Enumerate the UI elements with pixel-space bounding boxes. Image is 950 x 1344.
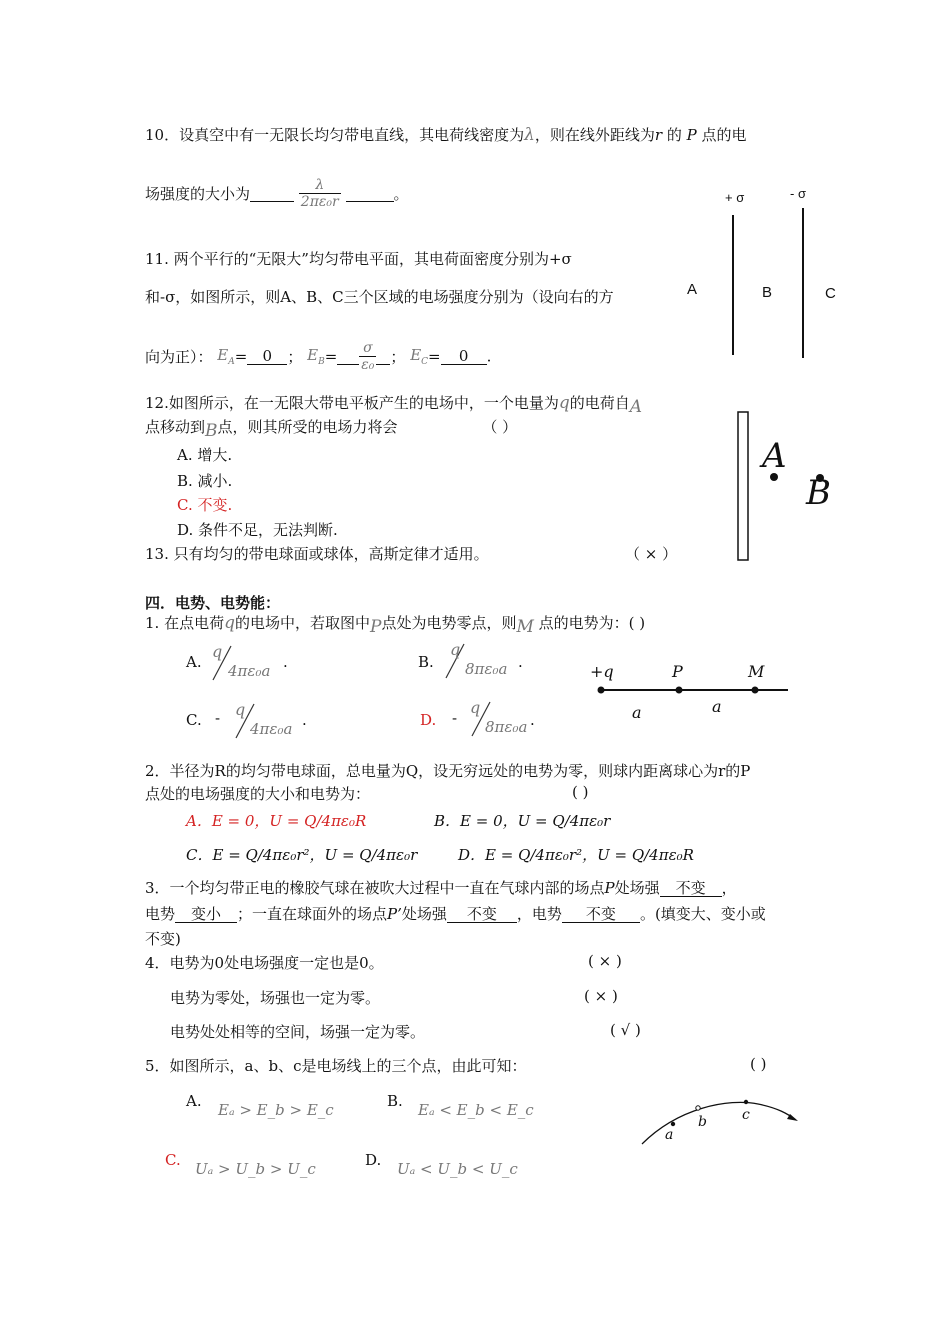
fig-M: M xyxy=(748,662,765,681)
q5-option-B-label: B. xyxy=(387,1092,403,1110)
q5-option-D-label: D. xyxy=(365,1151,382,1169)
point-c-dot xyxy=(744,1100,748,1104)
fig-region-A: A xyxy=(687,281,698,298)
q5-option-A-expr: Eₐ > E_b > E_c xyxy=(218,1101,334,1119)
fig-point-B: B xyxy=(806,473,831,513)
q2-line2: 点处的电场强度的大小和电势为： xyxy=(145,785,371,803)
q2-option-A: A．E = 0，U = Q/4πε₀R xyxy=(186,812,367,830)
q2-paren: ( ) xyxy=(572,783,589,801)
q4-statement-3: 电势处处相等的空间，场强一定为零。 xyxy=(170,1023,426,1041)
q10-answer-fraction: $\frac{\lambda}{\text{2πε₀r}}$ xyxy=(300,177,339,210)
fig-point-A: A xyxy=(762,436,787,476)
fig-label-a: a xyxy=(665,1127,674,1143)
q5-option-C-expr: Uₐ > U_b > U_c xyxy=(195,1160,316,1178)
fig-a1: a xyxy=(632,703,642,722)
point-charge-line-figure xyxy=(595,680,795,700)
q2-option-C: C．E = Q/4πε₀r²，U = Q/4πε₀r xyxy=(186,846,418,864)
blank-right xyxy=(346,185,394,202)
q3-line2: 电势 变小 ；一直在球面外的场点P’处场强 不变 ，电势 不变 。(填变大、变小或 xyxy=(145,905,766,923)
fig-label-c: c xyxy=(742,1107,750,1123)
q5-paren: ( ) xyxy=(750,1055,767,1073)
q5-option-B-expr: Eₐ < E_b < E_c xyxy=(418,1101,534,1119)
q5-option-C-label: C. xyxy=(165,1151,181,1169)
q4-statement-2: 电势为零处，场强也一定为零。 xyxy=(170,989,381,1007)
q4-answer-3: ( √ ) xyxy=(610,1021,641,1039)
q12-option-D: D. 条件不足，无法判断. xyxy=(177,521,338,539)
q4-statement-1: 4．电势为0处电场强度一定也是0。 xyxy=(145,954,384,972)
q13-answer: （ × ） xyxy=(625,545,678,563)
q3-answer-2: 变小 xyxy=(175,906,237,923)
q13-statement: 13. 只有均匀的带电球面或球体，高斯定律才适用。 xyxy=(145,545,489,563)
field-curve-figure xyxy=(638,1090,808,1150)
fig-region-C: C xyxy=(825,285,836,302)
q3-line1: 3．一个均匀带正电的橡胶气球在被吹大过程中一直在气球内部的场点P处场强 不变 ， xyxy=(145,879,737,897)
q2-line1: 2．半径为R的均匀带电球面，总电量为Q，设无穷远处的电势为零，则球内距离球心为r的P xyxy=(145,762,751,780)
q11-line3: 向为正）： $E_A= 0$ ； $E_B=$ $\frac{\sigma}{\text{ε₀}}$ ； $E_C= 0$ . xyxy=(145,340,492,373)
M-dot xyxy=(752,687,759,694)
blank-left xyxy=(250,185,294,202)
q12-option-C: C. 不变. xyxy=(177,496,233,514)
EC-answer: 0 xyxy=(441,348,487,365)
q5-option-A-label: A. xyxy=(186,1092,202,1110)
q11-line1: 11. 两个平行的“无限大”均匀带电平面，其电荷面密度分别为+σ xyxy=(145,250,572,268)
q11-planes-figure xyxy=(700,200,860,370)
fig-label-b: b xyxy=(698,1114,707,1130)
sec4-q1-option-C-label: C. xyxy=(186,711,202,729)
lambda-symbol: λ xyxy=(524,125,535,145)
sec4-q1-option-D-label: D. xyxy=(420,711,437,729)
q3-answer-3: 不变 xyxy=(447,906,517,923)
q3-answer-1: 不变 xyxy=(660,880,722,897)
fig-plus-q: +q xyxy=(590,662,614,681)
sec4-q1-line: 1. 在点电荷q的电场中，若取图中P点处为电势零点，则M 点的电势为：( ) xyxy=(145,613,646,637)
sec4-q1-option-A-label: A. xyxy=(186,653,202,671)
q11-line2: 和-σ，如图所示，则A、B、C三个区域的电场强度分别为（设向右的方 xyxy=(145,288,614,306)
q12-line1: 12.如图所示，在一无限大带电平板产生的电场中，一个电量为q的电荷自A xyxy=(145,393,643,417)
EA-answer: 0 xyxy=(247,348,287,365)
charge-dot xyxy=(598,687,605,694)
q12-line2: 点移动到B点，则其所受的电场力将会 （ ） xyxy=(145,418,518,441)
fig-region-B: B xyxy=(762,284,773,301)
sec4-q1-option-B-label: B. xyxy=(418,653,434,671)
fig-P: P xyxy=(672,662,683,681)
section-4-title: 四．电势、电势能： xyxy=(145,594,281,612)
charged-plate xyxy=(738,412,748,560)
q5-line: 5．如图所示，a、b、c是电场线上的三个点，由此可知： xyxy=(145,1057,527,1075)
q5-option-D-expr: Uₐ < U_b < U_c xyxy=(397,1160,518,1178)
q4-answer-2: ( × ) xyxy=(584,987,618,1005)
q10-line2: 场强度的大小为 $\frac{\lambda}{\text{2πε₀r}}$ 。 xyxy=(145,177,409,210)
q10-line1: 10．设真空中有一无限长均匀带电直线，其电荷线密度为λ，则在线外距线为r 的 P 点的电 xyxy=(145,125,747,145)
q2-option-B: B．E = 0，U = Q/4πε₀r xyxy=(434,812,611,830)
fig-a2: a xyxy=(712,697,722,716)
q3-line3: 不变) xyxy=(145,930,181,948)
point-b-dot xyxy=(696,1106,700,1110)
q2-option-D: D．E = Q/4πε₀r²，U = Q/4πε₀R xyxy=(458,846,694,864)
q4-answer-1: ( × ) xyxy=(588,952,622,970)
EB-answer-fraction: $\frac{\sigma}{\text{ε₀}}$ xyxy=(361,340,375,373)
q12-option-B: B. 减小. xyxy=(177,472,233,490)
q12-option-A: A. 增大. xyxy=(177,446,233,464)
point-a-dot xyxy=(671,1122,675,1126)
fig-plus-sigma: + σ xyxy=(725,190,745,205)
fig-minus-sigma: - σ xyxy=(790,186,806,201)
q3-answer-4: 不变 xyxy=(562,906,640,923)
P-dot xyxy=(676,687,683,694)
